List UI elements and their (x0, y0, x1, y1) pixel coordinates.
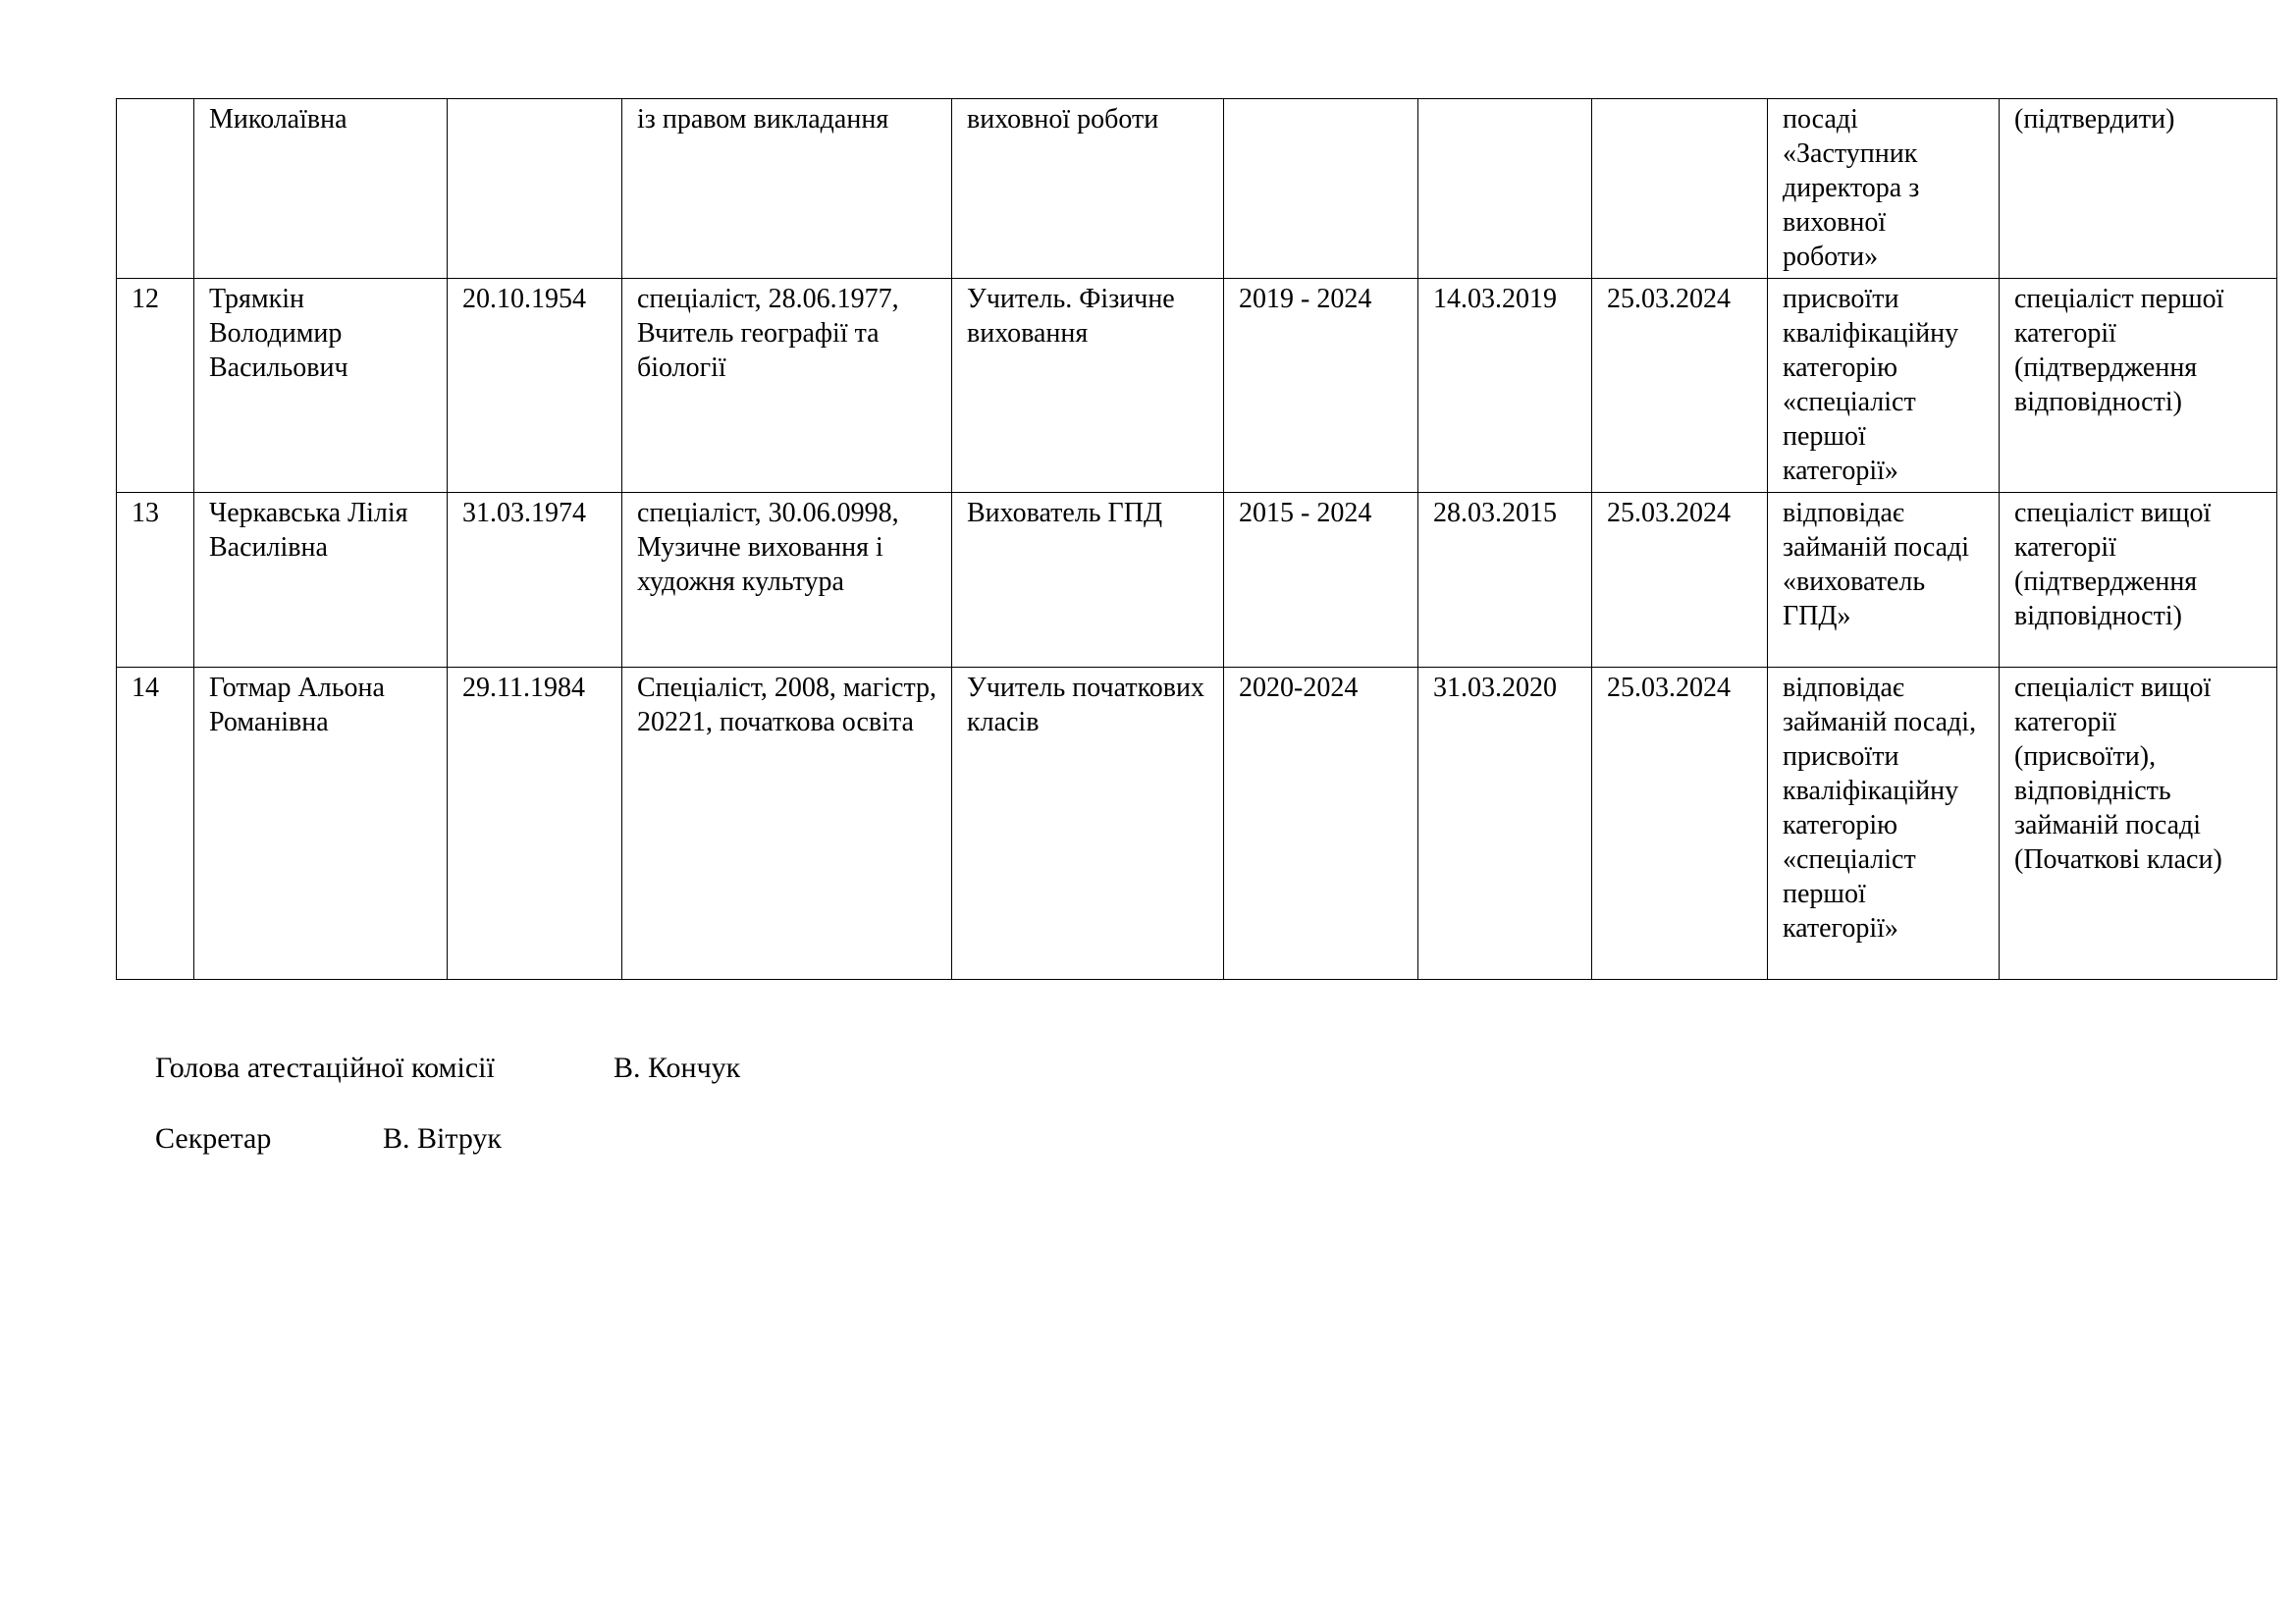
cell-birth-date: 31.03.1974 (448, 493, 622, 668)
cell-name: Готмар Альона Романівна (194, 668, 448, 980)
cell-next-date: 25.03.2024 (1592, 493, 1768, 668)
cell-next-date: 25.03.2024 (1592, 279, 1768, 493)
cell-position: Учитель початкових класів (952, 668, 1224, 980)
cell-previous-date (1418, 99, 1592, 279)
cell-previous-date: 31.03.2020 (1418, 668, 1592, 980)
cell-birth-date (448, 99, 622, 279)
cell-position: Вихователь ГПД (952, 493, 1224, 668)
cell-education: спеціаліст, 28.06.1977, Вчитель географії та біології (622, 279, 952, 493)
cell-period: 2015 - 2024 (1224, 493, 1418, 668)
cell-period: 2019 - 2024 (1224, 279, 1418, 493)
secretary-role: Секретар (155, 1122, 272, 1155)
cell-name: Черкавська Лілія Василівна (194, 493, 448, 668)
chair-signature-line (155, 1051, 740, 1086)
chair-role: Голова атестаційної комісії (155, 1052, 495, 1084)
cell-name: Трямкін Володимир Васильович (194, 279, 448, 493)
table-row (117, 279, 2277, 493)
cell-result: спеціаліст вищої категорії (присвоїти), відповідність займаній посаді (Початкові класи) (2000, 668, 2277, 980)
cell-birth-date: 29.11.1984 (448, 668, 622, 980)
secretary-name: В. Вітрук (383, 1122, 503, 1155)
chair-name: В. Кончук (614, 1052, 741, 1084)
cell-position: виховної роботи (952, 99, 1224, 279)
table-row (117, 99, 2277, 279)
cell-education: із правом викладання (622, 99, 952, 279)
table-row (117, 668, 2277, 980)
cell-birth-date: 20.10.1954 (448, 279, 622, 493)
cell-previous-date: 14.03.2019 (1418, 279, 1592, 493)
cell-number: 12 (117, 279, 194, 493)
cell-number: 14 (117, 668, 194, 980)
cell-result: (підтвердити) (2000, 99, 2277, 279)
cell-period: 2020-2024 (1224, 668, 1418, 980)
cell-education: Спеціаліст, 2008, магістр, 20221, початкова освіта (622, 668, 952, 980)
cell-education: спеціаліст, 30.06.0998, Музичне виховання і художня культура (622, 493, 952, 668)
cell-period (1224, 99, 1418, 279)
secretary-signature-line (155, 1121, 740, 1157)
cell-next-date (1592, 99, 1768, 279)
cell-name: Миколаївна (194, 99, 448, 279)
cell-number (117, 99, 194, 279)
table-row (117, 493, 2277, 668)
cell-decision: посаді «Заступник директора з виховної роботи» (1768, 99, 2000, 279)
cell-result: спеціаліст вищої категорії (підтвердження відповідності) (2000, 493, 2277, 668)
cell-next-date: 25.03.2024 (1592, 668, 1768, 980)
cell-previous-date: 28.03.2015 (1418, 493, 1592, 668)
cell-decision: відповідає займаній посаді, присвоїти кваліфікаційну категорію «спеціаліст першої категорії» (1768, 668, 2000, 980)
cell-decision: присвоїти кваліфікаційну категорію «спеціаліст першої категорії» (1768, 279, 2000, 493)
cell-number: 13 (117, 493, 194, 668)
cell-result: спеціаліст першої категорії (підтвердження відповідності) (2000, 279, 2277, 493)
signatures-block (155, 1051, 740, 1192)
cell-decision: відповідає займаній посаді «вихователь ГПД» (1768, 493, 2000, 668)
attestation-table (116, 98, 2277, 980)
cell-position: Учитель. Фізичне виховання (952, 279, 1224, 493)
